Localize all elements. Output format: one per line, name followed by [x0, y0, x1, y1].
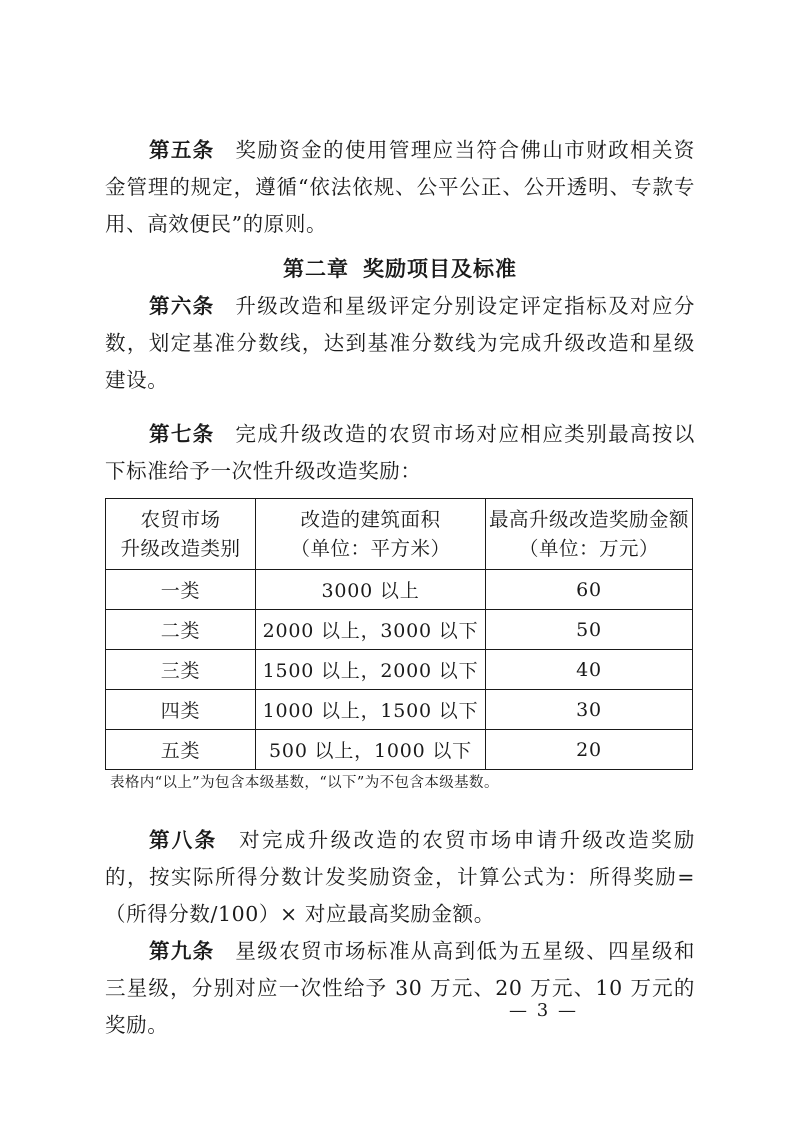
reward-standards-table	[105, 498, 693, 770]
spacer	[105, 796, 695, 822]
table-row	[106, 570, 693, 610]
cell-category: 二类	[106, 610, 256, 650]
article-number-6: 第六条	[149, 294, 215, 318]
table-row	[106, 730, 693, 770]
article-number-8: 第八条	[149, 828, 218, 852]
article-number-5: 第五条	[149, 138, 215, 162]
cell-area: 500 以上，1000 以下	[256, 730, 486, 770]
paragraph-article-7	[105, 416, 695, 490]
cell-area: 3000 以上	[256, 570, 486, 610]
chapter-number: 第二章	[283, 257, 349, 281]
article-text-8: 对完成升级改造的农贸市场申请升级改造奖励的，按实际所得分数计发奖励资金，计算公式为：所得奖励=（所得分数/100）× 对应最高奖励金额。	[105, 828, 696, 926]
table-header-amount-line1: 最高升级改造奖励金额	[488, 508, 689, 531]
article-number-7: 第七条	[149, 422, 215, 446]
paragraph-article-8	[105, 822, 695, 933]
chapter-title: 奖励项目及标准	[363, 257, 517, 281]
cell-category: 一类	[106, 570, 256, 610]
cell-amount: 50	[486, 610, 693, 650]
table-header	[106, 499, 693, 570]
cell-area: 1500 以上，2000 以下	[256, 650, 486, 690]
paragraph-article-5	[105, 132, 695, 243]
cell-category: 五类	[106, 730, 256, 770]
cell-amount: 60	[486, 570, 693, 610]
article-text-6: 升级改造和星级评定分别设定评定指标及对应分数，划定基准分数线，达到基准分数线为完成升级改造和星级建设。	[105, 294, 696, 392]
table-header-category	[106, 499, 256, 570]
table-header-amount-line2: （单位：万元）	[518, 537, 659, 560]
paragraph-article-9	[105, 933, 695, 1044]
cell-category: 四类	[106, 690, 256, 730]
cell-amount: 40	[486, 650, 693, 690]
spacer	[105, 399, 695, 416]
article-text-9: 星级农贸市场标准从高到低为五星级、四星级和三星级，分别对应一次性给予 30 万元、20 万元、10 万元的奖励。	[105, 939, 696, 1037]
table-row	[106, 610, 693, 650]
table-header-area-line2: （单位：平方米）	[290, 537, 451, 560]
table-header-row	[106, 499, 693, 570]
article-text-5: 奖励资金的使用管理应当符合佛山市财政相关资金管理的规定，遵循“依法依规、公平公正、公开透明、专款专用、高效便民”的原则。	[105, 138, 696, 236]
page-content	[105, 132, 695, 1044]
table-header-category-line2: 升级改造类别	[120, 537, 241, 560]
article-text-7: 完成升级改造的农贸市场对应相应类别最高按以下标准给予一次性升级改造奖励：	[105, 422, 696, 483]
cell-amount: 20	[486, 730, 693, 770]
chapter-heading	[105, 251, 695, 288]
cell-area: 1000 以上，1500 以下	[256, 690, 486, 730]
page-number-footer	[0, 1000, 793, 1021]
table-header-area-line1: 改造的建筑面积	[300, 508, 441, 531]
spacer	[105, 243, 695, 251]
paragraph-article-6	[105, 288, 695, 399]
table-header-area	[256, 499, 486, 570]
page-number-value: — 3 —	[509, 1000, 578, 1021]
cell-amount: 30	[486, 690, 693, 730]
table-header-amount	[486, 499, 693, 570]
spacer	[105, 490, 695, 498]
table-row	[106, 690, 693, 730]
article-number-9: 第九条	[149, 939, 215, 963]
table-footnote: 表格内“以上”为包含本级基数，“以下”为不包含本级基数。	[110, 775, 499, 791]
cell-area: 2000 以上，3000 以下	[256, 610, 486, 650]
table-header-category-line1: 农贸市场	[140, 508, 221, 531]
table-body	[106, 570, 693, 770]
table-row	[106, 650, 693, 690]
cell-category: 三类	[106, 650, 256, 690]
